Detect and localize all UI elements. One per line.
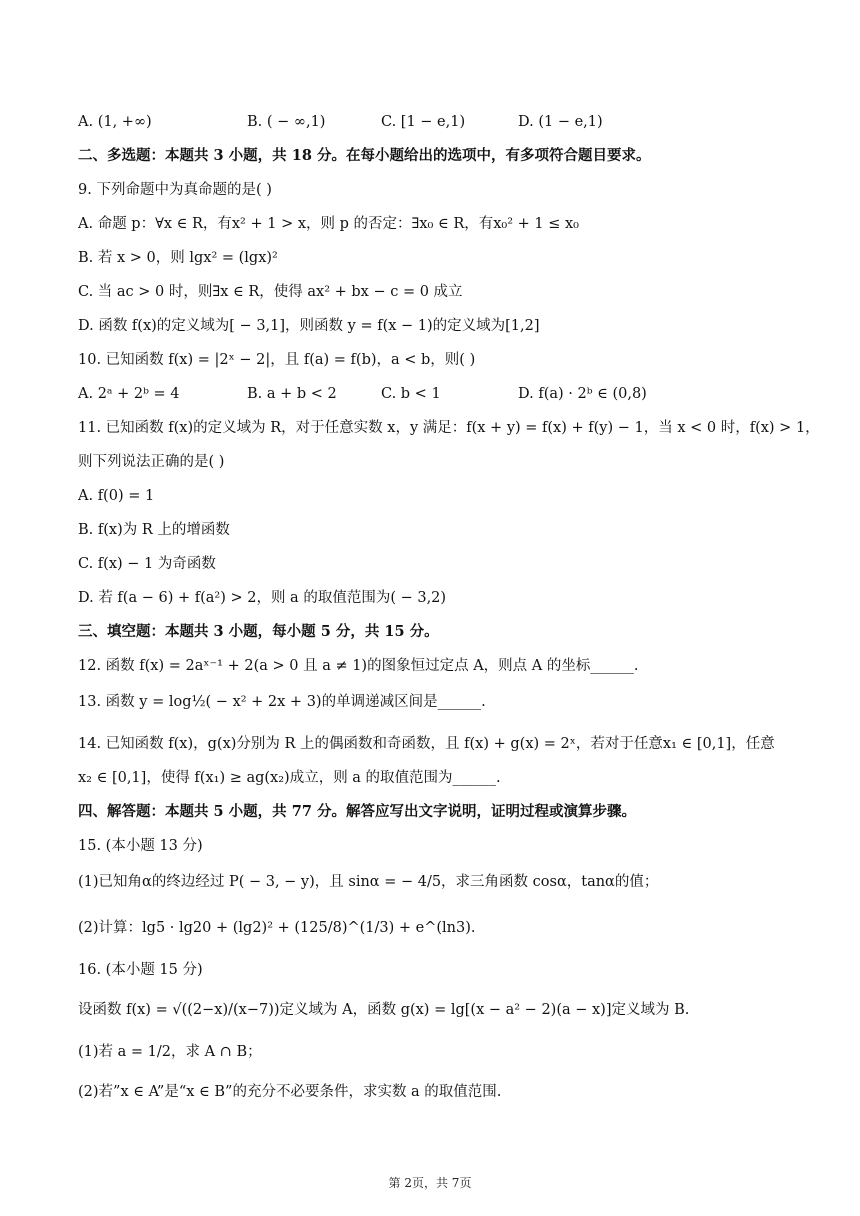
text-line: 14. 已知函数 f(x)，g(x)分别为 R 上的偶函数和奇函数，且 f(x) + g(x) = 2ˣ，若对于任意x₁ ∈ [0,1]，任意 xyxy=(78,736,775,752)
answer-option: D. (1 − e,1) xyxy=(518,114,603,130)
section-heading: 三、填空题：本题共 3 小题，每小题 5 分，共 15 分。 xyxy=(78,623,439,640)
text-line: C. 当 ac > 0 时，则∃x ∈ R，使得 ax² + bx − c = 0 成立 xyxy=(78,284,463,300)
section-heading: 二、多选题：本题共 3 小题，共 18 分。在每小题给出的选项中，有多项符合题目要求。 xyxy=(78,147,651,164)
answer-option: D. f(a) · 2ᵇ ∈ (0,8) xyxy=(518,386,647,402)
text-line: B. f(x)为 R 上的增函数 xyxy=(78,522,230,538)
text-line: D. 若 f(a − 6) + f(a²) > 2，则 a 的取值范围为( − 3,2) xyxy=(78,590,447,606)
text-line: 设函数 f(x) = √((2−x)/(x−7))定义域为 A，函数 g(x) = lg[(x − a² − 2)(a − x)]定义域为 B. xyxy=(78,1002,690,1018)
text-line: (2)若”x ∈ A”是“x ∈ B”的充分不必要条件，求实数 a 的取值范围. xyxy=(78,1084,502,1100)
text-line: 9. 下列命题中为真命题的是( ) xyxy=(78,182,272,198)
text-line: 则下列说法正确的是( ) xyxy=(78,454,225,470)
text-line: 13. 函数 y = log½( − x² + 2x + 3)的单调递减区间是______. xyxy=(78,694,486,710)
text-line: C. f(x) − 1 为奇函数 xyxy=(78,556,216,572)
text-line: x₂ ∈ [0,1]，使得 f(x₁) ≥ ag(x₂)成立，则 a 的取值范围为______. xyxy=(78,770,501,786)
text-line: (1)已知角α的终边经过 P( − 3, − y)，且 sinα = − 4/5，求三角函数 cosα，tanα的值； xyxy=(78,874,659,890)
text-line: D. 函数 f(x)的定义域为[ − 3,1]，则函数 y = f(x − 1)的定义域为[1,2] xyxy=(78,318,540,334)
answer-option: C. [1 − e,1) xyxy=(381,114,466,130)
text-line: A. 命题 p：∀x ∈ R，有x² + 1 > x，则 p 的否定：∃x₀ ∈ R，有x₀² + 1 ≤ x₀ xyxy=(78,216,579,232)
answer-option: A. 2ᵃ + 2ᵇ = 4 xyxy=(78,386,180,402)
text-line: 12. 函数 f(x) = 2aˣ⁻¹ + 2(a > 0 且 a ≠ 1)的图象恒过定点 A，则点 A 的坐标______. xyxy=(78,658,639,674)
text-line: A. f(0) = 1 xyxy=(78,488,155,504)
text-line: B. 若 x > 0，则 lgx² = (lgx)² xyxy=(78,250,278,266)
text-line: 15. (本小题 13 分) xyxy=(78,838,203,854)
answer-option: A. (1, +∞) xyxy=(78,114,152,130)
answer-option: B. a + b < 2 xyxy=(247,386,337,402)
page-footer: 第 2页，共 7页 xyxy=(388,1176,472,1190)
section-heading: 四、解答题：本题共 5 小题，共 77 分。解答应写出文字说明，证明过程或演算步骤。 xyxy=(78,803,636,820)
text-line: 11. 已知函数 f(x)的定义域为 R，对于任意实数 x，y 满足：f(x + y) = f(x) + f(y) − 1，当 x < 0 时，f(x) > 1， xyxy=(78,420,820,436)
text-line: 10. 已知函数 f(x) = |2ˣ − 2|，且 f(a) = f(b)，a < b，则( ) xyxy=(78,352,476,368)
answer-option: B. ( − ∞,1) xyxy=(247,114,326,130)
text-line: (1)若 a = 1/2，求 A ∩ B； xyxy=(78,1044,262,1060)
text-line: (2)计算：lg5 · lg20 + (lg2)² + (125/8)^(1/3) + e^(ln3). xyxy=(78,920,476,936)
answer-option: C. b < 1 xyxy=(381,386,441,402)
text-line: 16. (本小题 15 分) xyxy=(78,962,203,978)
